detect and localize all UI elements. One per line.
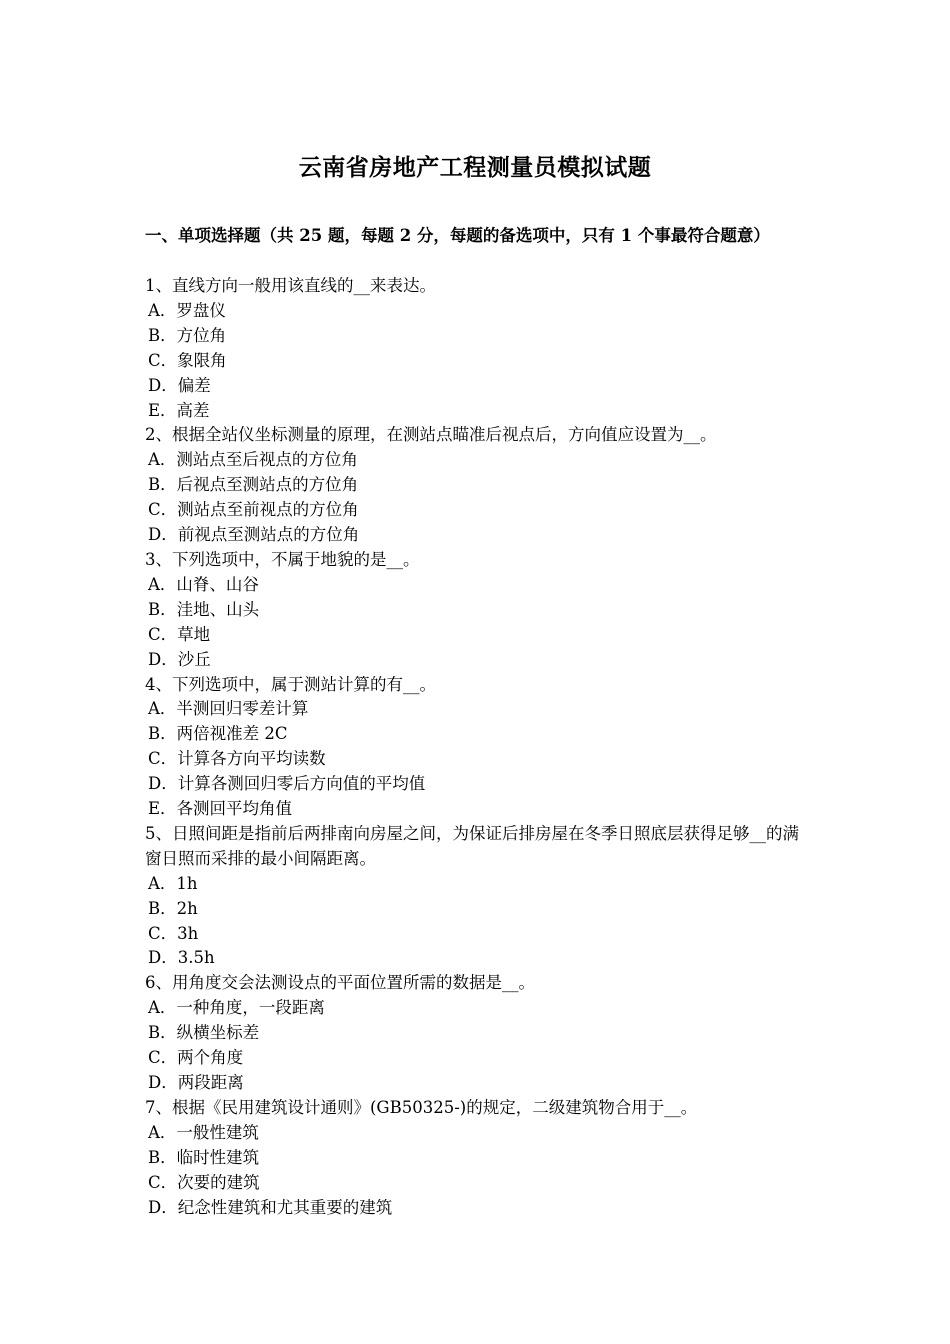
option-d: D．纪念性建筑和尤其重要的建筑 [148, 1197, 393, 1217]
question-3 [145, 548, 810, 673]
question-2 [145, 423, 810, 548]
question-6 [145, 971, 810, 1096]
option-d: D．沙丘 [148, 649, 211, 669]
option-b: B．方位角 [148, 325, 227, 345]
option-c: C．计算各方向平均读数 [148, 749, 326, 769]
section-heading: 一、单项选择题（共 25 题，每题 2 分，每题的备选项中，只有 1 个事最符合题意） [145, 226, 770, 245]
question-7 [145, 1096, 810, 1221]
page-title: 云南省房地产工程测量员模拟试题 [298, 154, 652, 181]
option-c: C．测站点至前视点的方位角 [148, 500, 359, 520]
question-5 [145, 822, 810, 971]
option-d: D．3.5h [148, 948, 215, 968]
question-stem: 3、下列选项中，不属于地貌的是__。 [145, 549, 420, 569]
option-a: A．1h [148, 873, 198, 893]
option-b: B．临时性建筑 [148, 1147, 260, 1167]
option-a: A．测站点至后视点的方位角 [148, 450, 358, 470]
question-stem: 1、直线方向一般用该直线的__来表达。 [145, 276, 436, 295]
option-d: D．前视点至测站点的方位角 [148, 525, 360, 545]
question-stem: 4、下列选项中，属于测站计算的有__。 [145, 674, 436, 694]
option-a: A．山脊、山谷 [148, 574, 259, 594]
question-list [145, 274, 810, 1220]
option-c: C．两个角度 [148, 1048, 244, 1068]
option-b: B．2h [148, 898, 198, 918]
option-a: A．罗盘仪 [148, 300, 226, 320]
question-stem: 7、根据《民用建筑设计通则》(GB50325-)的规定，二级建筑物合用于__。 [145, 1097, 698, 1117]
option-d: D．偏差 [148, 375, 211, 395]
question-1 [145, 274, 810, 423]
option-a: A．一种角度，一段距离 [148, 998, 325, 1018]
question-stem: 2、根据全站仪坐标测量的原理，在测站点瞄准后视点后，方向值应设置为__。 [145, 425, 717, 445]
option-c: C．象限角 [148, 350, 227, 370]
option-b: B．后视点至测站点的方位角 [148, 475, 359, 495]
option-d: D．两段距离 [148, 1073, 244, 1092]
option-d: D．计算各测回归零后方向值的平均值 [148, 774, 426, 794]
option-c: C．3h [148, 923, 199, 943]
option-a: A．一般性建筑 [148, 1122, 259, 1142]
question-stem: 6、用角度交会法测设点的平面位置所需的数据是__。 [145, 973, 535, 993]
option-e: E．高差 [148, 400, 210, 420]
option-b: B．两倍视准差 2C [148, 724, 288, 744]
option-a: A．半测回归零差计算 [148, 699, 309, 719]
option-c: C．次要的建筑 [148, 1172, 260, 1192]
option-b: B．洼地、山头 [148, 599, 260, 619]
option-e: E．各测回平均角值 [148, 799, 293, 819]
question-stem: 5、日照间距是指前后两排南向房屋之间，为保证后排房屋在冬季日照底层获得足够__的满窗日照而采排的最小间隔距离。 [145, 823, 799, 868]
option-b: B．纵横坐标差 [148, 1023, 260, 1043]
question-4 [145, 673, 810, 822]
option-c: C．草地 [148, 624, 211, 644]
